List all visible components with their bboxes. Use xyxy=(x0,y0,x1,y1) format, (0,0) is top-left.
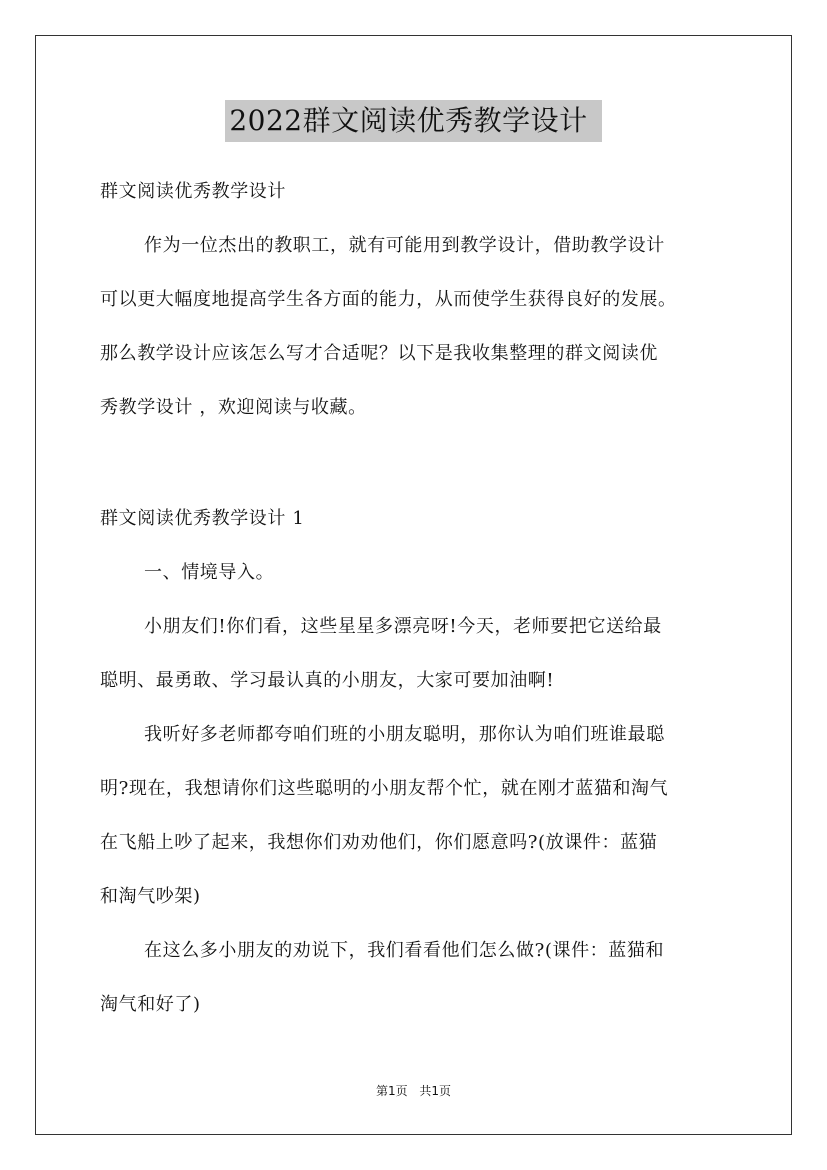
paragraph-line: 小朋友们!你们看，这些星星多漂亮呀!今天，老师要把它送给最 xyxy=(144,616,662,637)
section-heading: 群文阅读优秀教学设计 1 xyxy=(100,508,305,529)
paragraph-line: 聪明、最勇敢、学习最认真的小朋友，大家可要加油啊! xyxy=(100,670,555,691)
page-total: 共1页 xyxy=(419,1084,452,1098)
paragraph-line: 明?现在，我想请你们这些聪明的小朋友帮个忙，就在刚才蓝猫和淘气 xyxy=(100,778,669,799)
intro-line: 那么教学设计应该怎么写才合适呢？以下是我收集整理的群文阅读优 xyxy=(100,343,658,364)
paragraph-line: 在这么多小朋友的劝说下，我们看看他们怎么做?(课件：蓝猫和 xyxy=(144,940,665,961)
paragraph-line: 和淘气吵架) xyxy=(100,886,201,907)
paragraph-line: 我听好多老师都夸咱们班的小朋友聪明，那你认为咱们班谁最聪 xyxy=(144,724,665,745)
document-title: 2022群文阅读优秀教学设计 xyxy=(225,100,601,142)
title-container xyxy=(0,100,827,142)
paragraph-line: 淘气和好了) xyxy=(100,994,201,1015)
page-number: 第1页 xyxy=(375,1084,408,1098)
section-step: 一、情境导入。 xyxy=(144,562,275,583)
subtitle: 群文阅读优秀教学设计 xyxy=(100,181,286,202)
intro-line: 可以更大幅度地提高学生各方面的能力，从而使学生获得良好的发展。 xyxy=(100,289,677,310)
intro-line: 秀教学设计 ，欢迎阅读与收藏。 xyxy=(100,397,367,418)
page-footer xyxy=(0,1083,827,1099)
paragraph-line: 在飞船上吵了起来，我想你们劝劝他们，你们愿意吗?(放课件：蓝猫 xyxy=(100,832,658,853)
intro-line: 作为一位杰出的教职工，就有可能用到教学设计，借助教学设计 xyxy=(144,235,665,256)
